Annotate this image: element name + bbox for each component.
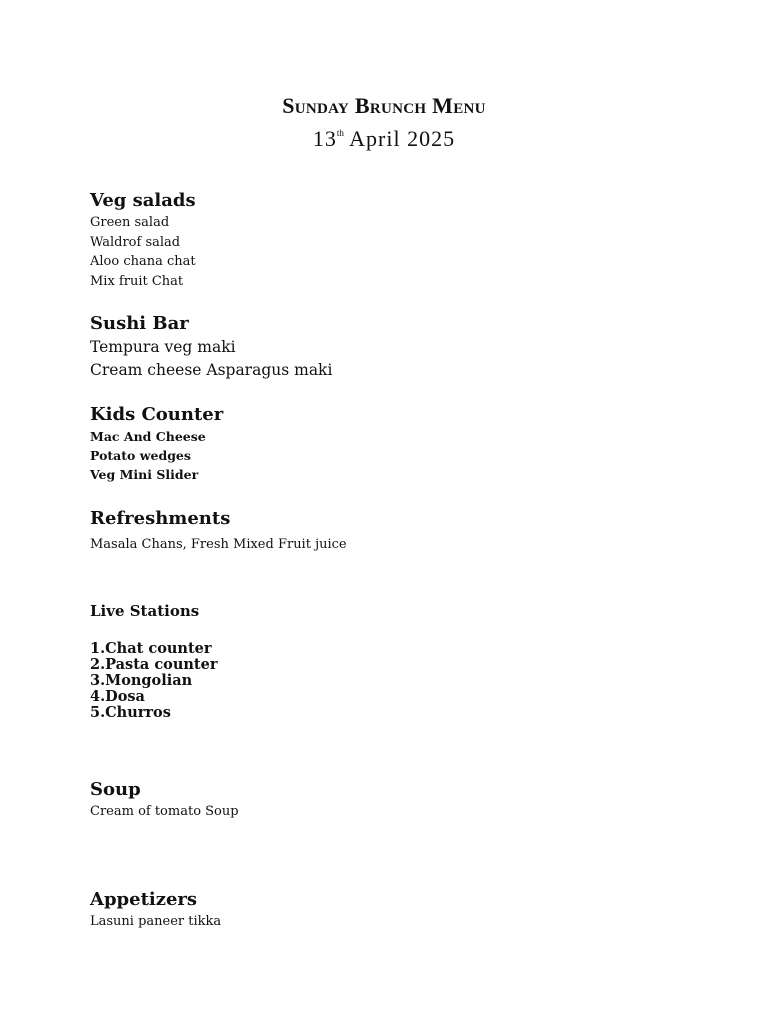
item-list [90, 912, 690, 932]
menu-item: Green salad [90, 215, 170, 230]
menu-item: 3.Mongolian [90, 672, 193, 689]
section-veg-salads [90, 189, 690, 291]
menu-item: 2.Pasta counter [90, 656, 218, 673]
menu-date-day-suffix: th [336, 128, 344, 138]
menu-item: Mac And Cheese [90, 429, 206, 444]
section-heading: Appetizers [90, 889, 198, 910]
menu-item: Cream of tomato Soup [90, 804, 239, 819]
menu-item: Lasuni paneer tikka [90, 914, 222, 929]
section-heading: Sushi Bar [90, 313, 189, 334]
menu-item: Potato wedges [90, 448, 191, 463]
menu-item: Tempura veg maki [90, 338, 236, 356]
menu-title: Sunday Brunch Menu [282, 93, 486, 118]
menu-item: Masala Chans, Fresh Mixed Fruit juice [90, 537, 347, 552]
menu-item: 4.Dosa [90, 688, 145, 705]
menu-item: Waldrof salad [90, 234, 181, 250]
menu-date-day: 13 [312, 126, 337, 151]
menu-item: 1.Chat counter [90, 640, 212, 657]
section-heading: Live Stations [90, 602, 200, 620]
item-list [90, 336, 690, 382]
item-list [90, 535, 690, 555]
item-list [90, 641, 690, 721]
item-list [90, 213, 690, 291]
menu-item: Veg Mini Slider [90, 467, 199, 482]
section-heading: Soup [90, 779, 141, 800]
item-list [90, 427, 690, 484]
section-heading: Kids Counter [90, 404, 224, 425]
section-heading: Veg salads [90, 190, 196, 211]
menu-item: Mix fruit Chat [90, 273, 184, 289]
section-refreshments [90, 507, 690, 555]
menu-item: 5.Churros [90, 704, 171, 721]
section-kids-counter [90, 403, 690, 484]
item-list [90, 802, 690, 822]
section-appetizers [90, 888, 690, 932]
menu-date [0, 120, 768, 152]
section-soup [90, 778, 690, 822]
menu-date-month-year: April 2025 [349, 126, 456, 151]
section-live-stations [90, 599, 690, 721]
menu-item: Aloo chana chat [90, 254, 196, 269]
menu-item: Cream cheese Asparagus maki [90, 361, 333, 379]
section-heading: Refreshments [90, 508, 231, 529]
menu-title-block [0, 92, 768, 152]
section-sushi-bar [90, 312, 690, 382]
